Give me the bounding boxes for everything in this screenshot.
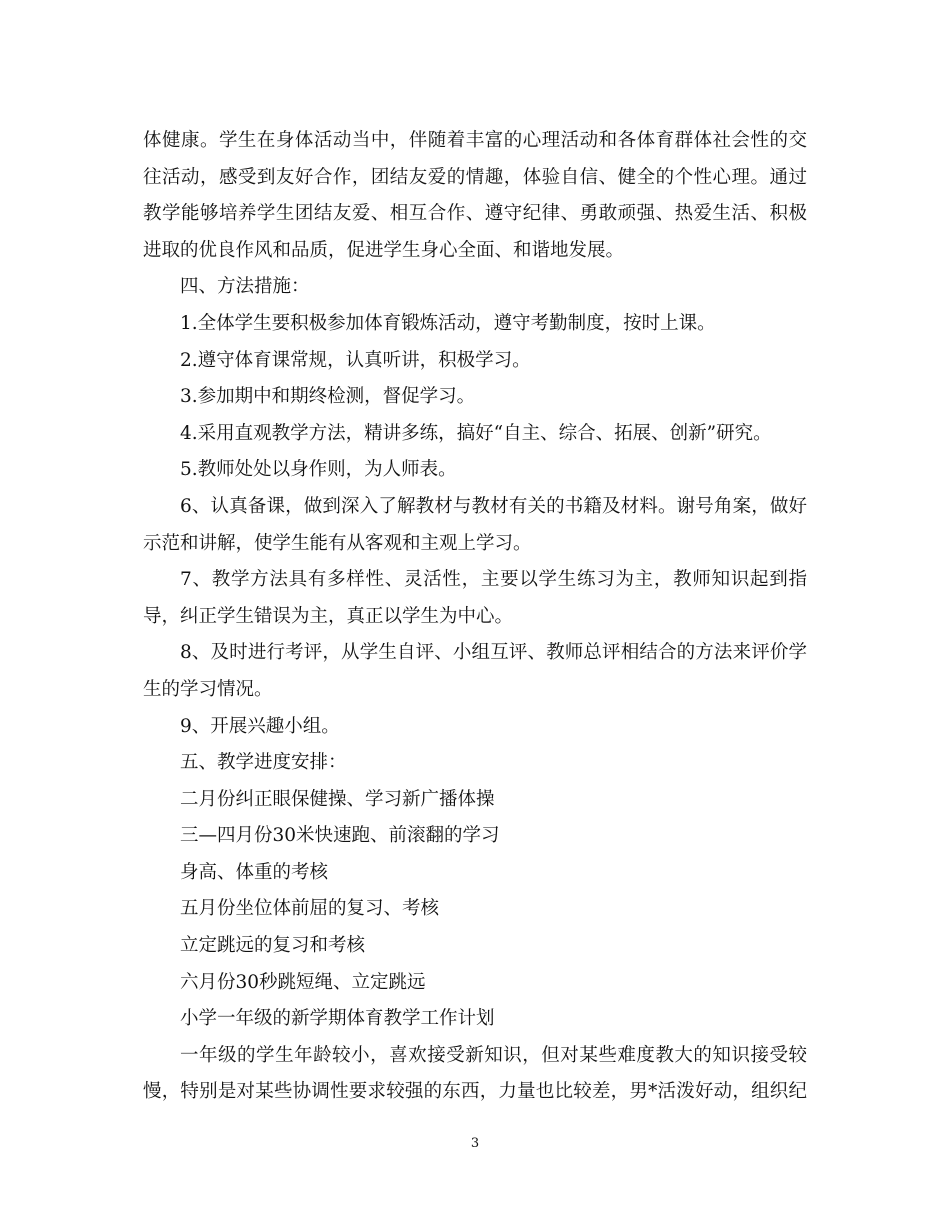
document-subtitle: 小学一年级的新学期体育教学工作计划 [180,1008,495,1030]
page-number: 3 [470,1136,480,1151]
section-heading: 四、方法措施： [180,276,310,298]
document-body [143,123,807,1111]
list-item: 1.全体学生要积极参加体育锻炼活动，遵守考勤制度，按时上课。 [180,312,716,334]
list-item: 4.采用直观教学方法，精讲多练，搞好“自主、综合、拓展、创新”研究。 [180,422,772,444]
list-item: 3.参加期中和期终检测，督促学习。 [180,386,476,408]
schedule-item: 身高、体重的考核 [180,861,329,883]
schedule-item: 三—四月份30米快速跑、前滚翻的学习 [180,825,500,847]
schedule-item: 二月份纠正眼保健操、学习新广播体操 [180,788,495,810]
section-heading: 五、教学进度安排： [180,752,347,774]
text-line: 导，纠正学生错误为主，真正以学生为中心。 [143,605,514,627]
schedule-item: 立定跳远的复习和考核 [180,935,366,957]
list-item: 8、及时进行考评，从学生自评、小组互评、教师总评相结合的方法来评价学 [180,642,807,664]
text-line: 慢，特别是对某些协调性要求较强的东西，力量也比较差，男*活泼好动，组织纪 [143,1081,807,1103]
list-item: 5.教师处处以身作则，为人师表。 [180,459,457,481]
list-item: 9、开展兴趣小组。 [180,715,340,737]
text-line: 生的学习情况。 [143,678,273,700]
list-item: 7、教学方法具有多样性、灵活性，主要以学生练习为主，教师知识起到指 [180,569,807,591]
schedule-item: 六月份30秒跳短绳、立定跳远 [180,971,426,993]
list-item: 6、认真备课，做到深入了解教材与教材有关的书籍及材料。谢号角案，做好 [180,495,807,517]
text-line: 往活动，感受到友好合作，团结友爱的情趣，体验自信、健全的个性心理。通过 [143,166,807,188]
schedule-item: 五月份坐位体前屈的复习、考核 [180,898,440,920]
text-line: 进取的优良作风和品质，促进学生身心全面、和谐地发展。 [143,239,625,261]
list-item: 2.遵守体育课常规，认真听讲，积极学习。 [180,349,531,371]
text-line: 教学能够培养学生团结友爱、相互合作、遵守纪律、勇敢顽强、热爱生活、积极 [143,203,807,225]
text-line: 示范和讲解，使学生能有从客观和主观上学习。 [143,532,532,554]
text-line: 一年级的学生年龄较小，喜欢接受新知识，但对某些难度教大的知识接受较 [180,1044,807,1066]
text-line: 体健康。学生在身体活动当中，伴随着丰富的心理活动和各体育群体社会性的交 [143,130,807,151]
